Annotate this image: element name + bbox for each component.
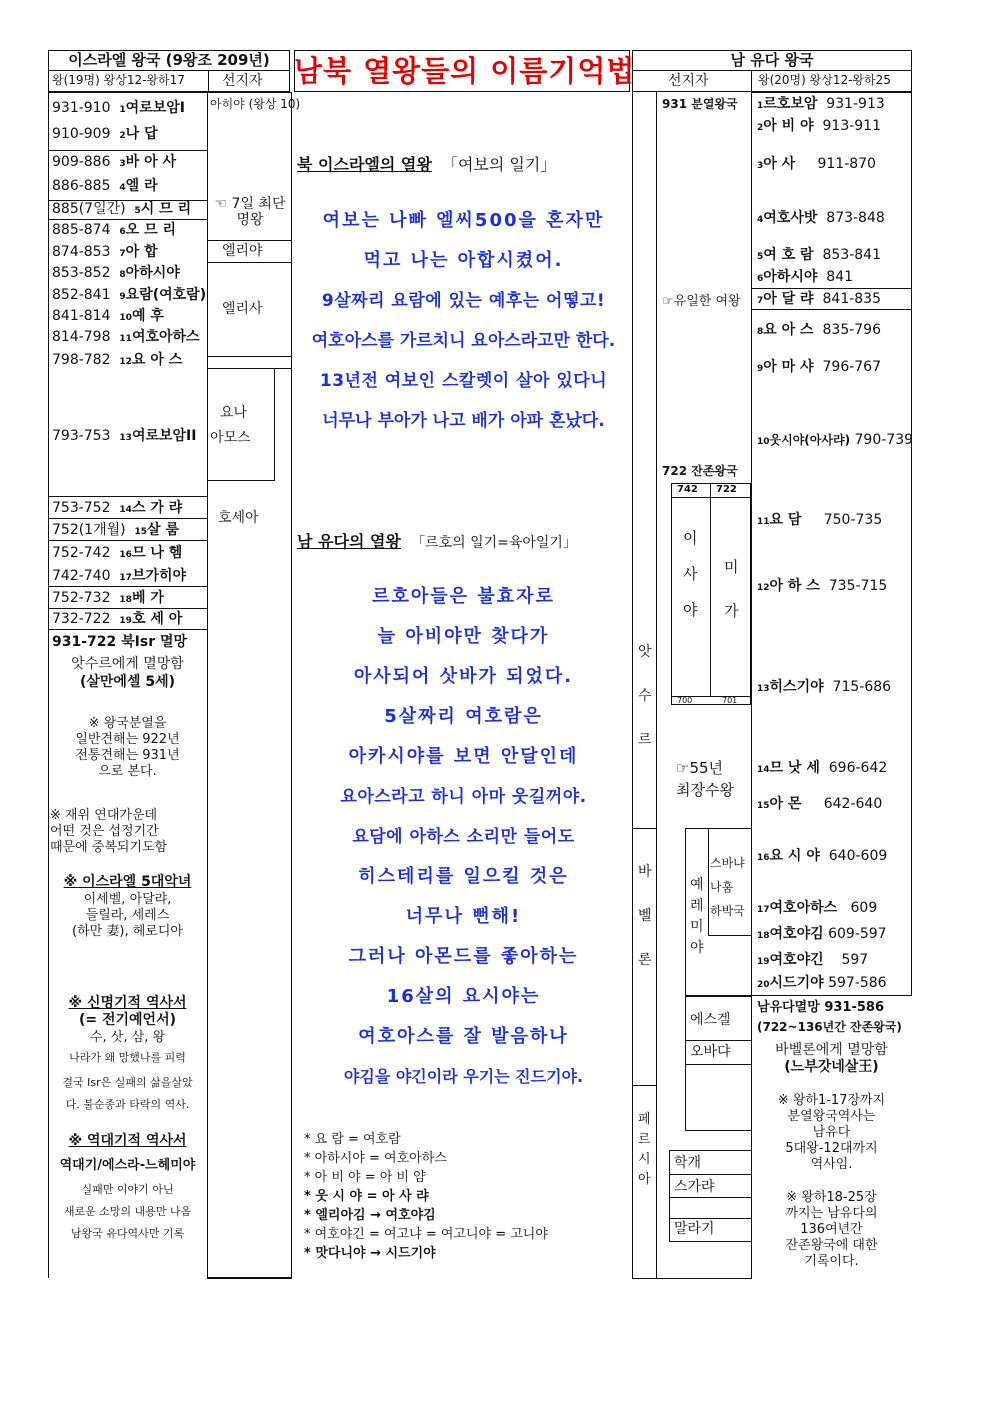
empire-divider [632,1085,657,1086]
exile-left-line [685,996,686,1130]
north-king-row [52,201,191,219]
zechariah-malachi-gap [669,1218,752,1219]
king-years: 798-782 [52,352,111,368]
king-name: 요람(여호람) [125,287,207,303]
north-king-row [52,500,182,518]
south-king-row [757,210,885,228]
evil-women-1: 이세벨, 아달랴, [83,892,172,907]
king-name: 나 답 [125,126,158,142]
south-king-row [757,269,853,287]
north-king-row [52,287,206,305]
north-heading: 북 이스라엘의 열왕 [297,155,432,174]
prophet-elisha: 엘리사 [222,301,263,317]
north-row-divider [48,586,208,587]
shortest-reign-note: ☜ 7일 최단명왕 [214,196,286,228]
south-king-row [757,679,891,697]
king-years: 753-752 [52,500,111,516]
king-name: 여호아하스 [131,329,200,345]
king-years: 732-722 [52,611,111,627]
king-years: 853-852 [52,265,111,281]
south-note-2: ※ 왕하18-25장 [786,1190,877,1205]
former-prophets-2: 결국 Isr은 실패의 삶을살았 [62,1076,193,1089]
king-years: 609 [850,900,878,916]
king-name: 여호야긴 [769,952,824,968]
king-number: 4 [757,215,764,225]
king-name: 므 낫 세 [769,760,820,776]
king-years: 796-767 [822,359,881,375]
king-name: 브가히야 [131,568,187,584]
south-fall-sub: (722~136년간 잔존왕국) [757,1020,902,1034]
former-prophets-sub: (= 전기예언서) [78,1012,177,1028]
king-years: 931-910 [52,100,111,116]
king-number: 3 [757,161,764,171]
former-prophets-3: 다. 불순종과 타락의 역사. [65,1098,190,1111]
king-number: 6 [757,274,764,284]
king-years: 793-753 [52,428,111,444]
exile-divider [685,996,752,997]
king-name: 호 세 아 [131,611,183,627]
king-number: 19 [119,616,132,626]
north-king-row [52,590,164,608]
south-king-row [757,975,887,993]
south-king-row [757,96,885,114]
equivalence-line: * 요 람 = 여호람 [304,1132,401,1147]
right-header-split [751,70,752,92]
king-name: 므 나 헴 [131,545,183,561]
king-number: 9 [757,364,764,374]
king-number: 17 [757,905,770,915]
evil-women-2: 들릴라, 세레스 [85,908,170,923]
longest-reign-1: ☞55년 [676,759,724,777]
ezekiel-obadiah-divider [685,1040,752,1041]
right-kings-subheader: 왕(20명) 왕상12-왕하25 [758,73,891,87]
king-years: 735-715 [828,578,888,594]
king-number: 19 [757,957,770,967]
south-king-row [757,796,882,814]
north-fall-title: 931-722 북Isr 멸망 [52,634,188,650]
king-number: 5 [757,252,764,262]
south-note-1: 역사임. [810,1157,853,1172]
king-name: 스 가 랴 [131,500,183,516]
north-poem-line: 먹고 나는 아합시켰어. [363,250,564,271]
king-name: 여로보암I [125,100,185,116]
king-years: 814-798 [52,329,111,345]
king-name: 아하시야 [763,269,818,285]
king-number: 13 [757,684,770,694]
south-fall-title: 남유다멸망 931-586 [757,1000,884,1015]
king-number: 12 [119,357,132,367]
king-years: 885-874 [52,222,111,238]
split-note-3: 전통견해는 931년 [75,748,180,763]
zechariah-divider [669,1197,752,1198]
king-years: 742-740 [52,568,111,584]
south-note-2: 기록이다. [804,1254,859,1269]
south-row-divider [751,288,912,289]
prophet-nahum: 나훔 [710,880,734,894]
prophet-zephaniah: 스바냐 [710,856,745,870]
only-queen-note: ☞유일한 여왕 [662,294,741,309]
king-name: 아 비 야 [763,118,814,134]
north-king-row [52,522,179,540]
chronicles-1: 실패만 이야기 아닌 [81,1183,174,1196]
prophet-divider [207,240,292,241]
north-king-row [52,154,176,172]
north-poem-line: 여호아스를 가르치니 요아스라고만 한다. [311,331,616,351]
north-poem-line: 여보는 나빠 엘씨500을 혼자만 [322,210,605,231]
king-number: 17 [119,573,132,583]
king-name: 시 므 리 [140,201,192,217]
king-years: 853-841 [822,247,881,263]
north-heading-line [297,155,556,175]
chronicles-title: ※ 역대기적 역사서 [68,1133,187,1149]
king-years: 835-796 [822,322,881,338]
north-king-row [52,265,180,283]
king-number: 10 [757,437,770,447]
prophet-jonah: 요나 [220,405,248,421]
south-row-divider [751,309,912,310]
south-king-row [757,952,868,970]
king-years: 597-586 [828,975,887,991]
king-number: 2 [119,131,126,141]
split-note-2: 일반견해는 922년 [75,732,180,747]
south-king-row [757,322,881,340]
equivalence-line: * 엘리아김 → 여호야김 [304,1208,436,1223]
empire-babylon: 바 벨 론 [638,864,652,968]
south-poem-line: 르호아들은 불효자로 [372,586,555,607]
equivalence-line: * 아 비 야 = 아 비 얌 [304,1170,426,1185]
north-row-divider [48,219,208,220]
king-number: 3 [119,159,126,169]
former-prophets-books: 수, 삿, 삼, 왕 [89,1030,166,1045]
longest-reign-2: 최장수왕 [676,781,734,799]
south-poem-line: 너무나 뻔해! [405,906,522,927]
prophet-micah: 미 가 [724,558,739,620]
prophet-habakkuk: 하박국 [710,904,745,918]
prophet-jeremiah: 예 레 미 야 [690,877,704,956]
king-years: 597 [841,952,869,968]
split-kingdom-label: 931 분열왕국 [662,97,738,111]
king-years: 909-886 [52,154,111,170]
north-king-row [52,308,164,326]
evil-women-title: ※ 이스라엘 5대악녀 [63,874,192,890]
south-poem-line: 5살짜리 여호람은 [384,706,543,727]
king-name: 아하시야 [125,265,180,281]
king-name: 시드기야 [769,975,824,991]
king-number: 6 [119,227,126,237]
prophet-elijah: 엘리야 [222,243,263,259]
left-kingdom-title: 이스라엘 왕국 (9왕조 209년) [68,51,270,69]
north-row-divider [48,518,208,519]
north-king-row [52,100,185,118]
king-number: 15 [134,527,148,537]
chronicles-3: 남왕국 유다역사만 기록 [70,1227,185,1240]
north-king-row [52,222,176,240]
king-name: 여호야김 [769,926,824,942]
right-bottom-border [632,1278,752,1279]
prophet-amos: 아모스 [210,430,251,446]
king-number: 1 [119,105,126,115]
king-years: 752-742 [52,545,111,561]
left-kings-subheader: 왕(19명) 왕상12-왕하17 [52,73,185,87]
reign-note-2: 어떤 것은 섭정기간 [50,824,159,839]
reign-note-3: 때문에 중복되기도함 [50,840,168,855]
king-years: 841-835 [822,291,881,307]
remnant-kingdom-label: 722 잔존왕국 [662,464,738,478]
king-number: 11 [119,334,132,344]
north-king-row [52,428,196,446]
king-number: 20 [757,980,770,990]
south-king-row [757,900,877,918]
empire-divider [632,828,657,829]
king-years: 841-814 [52,308,111,324]
north-mnemonic-title: 「여보의 일기」 [441,155,557,174]
north-king-row [52,611,182,629]
king-years: 609-597 [828,926,887,942]
king-number: 5 [134,206,141,216]
reign-note-1: ※ 재위 연대가운데 [50,808,158,823]
south-poem-line: 요담에 아하스 소리만 들어도 [352,827,575,847]
king-name: 오 므 리 [125,222,176,238]
king-name: 요 시 야 [769,848,820,864]
king-number: 18 [119,595,132,605]
south-king-row [757,926,887,944]
left-header-split [208,70,209,92]
north-poem-line: 9살짜리 요람에 있는 예후는 어떻고! [321,291,606,311]
chronicles-books: 역대기/에스라-느헤미야 [59,1158,196,1173]
left-header-divider [48,70,290,71]
prophet-divider [207,1278,292,1279]
south-heading-line [297,532,577,553]
prophet-zechariah: 스가랴 [674,1179,715,1195]
king-number: 1 [757,101,764,111]
center-title-text: 남북 열왕들의 이름기억법 [294,54,636,88]
king-years: 910-909 [52,126,111,142]
split-note-1: ※ 왕국분열을 [88,716,167,731]
south-note-1: 5대왕-12대까지 [785,1141,878,1156]
south-poem-line: 요아스라고 하니 아마 웃길꺼야. [340,787,587,807]
king-years: 790-739 [854,432,914,448]
king-number: 14 [119,505,132,515]
king-name: 여호사밧 [763,210,818,226]
king-name: 아 몬 [769,796,802,812]
king-years: 642-640 [823,796,883,812]
isaiah-micah-top-divider [671,497,751,498]
south-poem-line: 아카시야를 보면 안달인데 [348,746,579,767]
king-name: 요 담 [769,512,802,528]
former-prophets-1: 나라가 왜 망했나를 피력 [69,1051,186,1064]
south-king-row [757,156,876,174]
king-name: 아 달 랴 [763,291,814,307]
assyria-column-divider [656,92,657,1278]
king-years: 841 [826,269,854,285]
king-years: 873-848 [826,210,885,226]
king-years: 885(7일간) [52,201,126,217]
north-king-row [52,126,158,144]
south-king-row [757,291,881,309]
obadiah-bottom-divider [685,1130,752,1131]
equivalence-line: * 맛다니야 → 시드기야 [304,1246,436,1261]
king-years: 640-609 [828,848,888,864]
king-name: 요 아 스 [131,352,183,368]
king-name: 살 룸 [147,522,179,538]
north-king-row [52,568,186,586]
south-note-1: 분열왕국역사는 [787,1109,876,1124]
north-prophets-box [207,92,292,1278]
king-years: 886-885 [52,178,111,194]
king-name: 웃시야(아사랴) [769,433,851,447]
king-number: 8 [119,270,126,280]
king-name: 히스기야 [769,679,824,695]
south-poem-line: 히스테리를 일으킬 것은 [358,866,569,887]
king-years: 911-870 [817,156,876,172]
king-name: 여호아하스 [769,900,838,916]
former-prophets-title: ※ 신명기적 역사서 [68,995,187,1011]
king-number: 18 [757,931,770,941]
prophet-malachi: 말라기 [674,1221,715,1237]
south-poem-line: 아사되어 삿바가 되었다. [353,666,574,687]
king-name: 여로보암II [131,428,197,444]
north-king-row [52,545,182,563]
prophet-ahijah: 아히야 (왕상 10) [210,97,301,111]
king-number: 11 [757,517,770,527]
south-poem-line: 16살의 요시야는 [386,986,541,1007]
king-name: 베 가 [131,590,164,606]
isaiah-start-year: 742 [677,484,698,495]
south-king-row [757,118,881,136]
king-number: 12 [757,583,770,593]
obadiah-divider [685,1064,752,1065]
king-name: 아 사 [763,156,796,172]
prophet-haggai: 학개 [674,1155,702,1171]
isaiah-end-year: 700 [677,696,693,705]
equivalence-line: * 아하시야 = 여호아하스 [304,1151,447,1166]
north-king-row [52,329,200,347]
evil-women-3: (하만 妻), 헤로디아 [72,924,183,939]
king-years: 752(1개월) [52,522,126,538]
king-name: 아 마 샤 [763,359,814,375]
south-poem-line: 그러나 아몬드를 좋아하는 [348,946,579,967]
prophet-isaiah: 이 사 야 [683,529,698,619]
south-heading: 남 유다의 열왕 [297,532,401,551]
king-years: 931-913 [826,96,885,112]
king-years: 750-735 [823,512,883,528]
north-king-row [52,352,182,370]
north-poem-line: 너무나 부아가 나고 배가 아파 혼났다. [322,411,605,431]
equivalence-line: * 여호야긴 = 여고냐 = 여고니야 = 고니야 [304,1227,548,1242]
south-note-1: 남유다 [812,1125,851,1140]
micah-end-year: 701 [722,696,738,705]
king-number: 7 [757,296,764,306]
right-header-divider [632,70,912,71]
south-king-row [757,359,881,377]
north-row-divider [48,150,208,151]
king-years: 874-853 [52,244,111,260]
left-prophets-subheader: 선지자 [222,73,263,89]
prophet-ezekiel: 에스겔 [690,1012,731,1028]
king-number: 13 [119,433,132,443]
micah-start-year: 722 [716,484,737,495]
north-row-divider [48,496,208,497]
prophet-divider [207,262,292,263]
prophet-obadiah: 오바댜 [690,1044,731,1060]
king-number: 15 [757,801,770,811]
king-years: 715-686 [832,679,892,695]
north-row-divider [48,608,208,609]
south-note-1: ※ 왕하1-17장까지 [777,1093,886,1108]
king-years: 852-841 [52,287,111,303]
king-name: 바 아 사 [125,154,176,170]
king-number: 16 [119,550,132,560]
isaiah-micah-divider [710,483,711,696]
north-fall-line2: (살만에셀 5세) [79,674,176,690]
south-poem-line: 여호아스를 잘 발음하나 [358,1026,569,1047]
right-prophets-subheader: 선지자 [668,73,709,89]
king-number: 4 [119,183,126,193]
king-name: 아 합 [125,244,158,260]
king-number: 16 [757,853,770,863]
south-fall-line2: (느부갓네살王) [784,1059,879,1075]
king-years: 752-732 [52,590,111,606]
prophet-divider [207,356,292,357]
king-years: 696-642 [828,760,888,776]
haggai-divider [669,1174,752,1175]
north-king-row [52,244,158,262]
south-note-2: 136여년간 [800,1222,863,1237]
chronicles-2: 새로운 소망의 내용만 나옴 [63,1205,192,1218]
empire-persia: 페 르 시 아 [638,1112,651,1187]
center-title [294,54,636,88]
equivalence-line: * 웃 시 야 = 아 사 랴 [304,1189,429,1204]
king-name: 아 하 스 [769,578,820,594]
south-king-row [757,512,882,530]
south-king-row [757,578,887,596]
king-name: 예 후 [131,308,164,324]
south-poem-line: 야김을 야긴이라 우기는 진드기야. [343,1067,584,1086]
king-number: 2 [757,123,764,133]
king-years: 913-911 [822,118,881,134]
north-poem-line: 13년전 여보인 스칼렛이 살아 있다니 [319,371,608,391]
south-fall-line1: 바벨론에게 멸망함 [775,1042,888,1058]
king-number: 14 [757,765,770,775]
right-left-border [632,92,633,1278]
south-poem-line: 늘 아비야만 찾다가 [377,626,550,647]
south-king-row [757,432,913,450]
empire-assyria: 앗 수 르 [638,644,652,748]
king-number: 9 [119,292,126,302]
jonah-amos-box [207,368,275,481]
south-king-row [757,848,887,866]
split-note-4: 으로 본다. [98,764,157,779]
right-kingdom-title: 남 유다 왕국 [730,51,814,69]
king-name: 르호보암 [763,96,818,112]
south-note-2: 잔존왕국에 대한 [785,1238,878,1253]
king-number: 10 [119,313,132,323]
north-fall-line1: 앗수르에게 멸망함 [71,656,184,672]
north-king-row [52,178,158,196]
king-name: 여 호 람 [763,247,814,263]
prophet-hosea: 호세아 [218,510,259,526]
king-name: 요 아 스 [763,322,814,338]
south-note-2: 까지는 남유다의 [785,1206,878,1221]
south-king-row [757,760,887,778]
north-row-divider [48,540,208,541]
south-king-row [757,247,881,265]
king-number: 8 [757,327,764,337]
south-mnemonic-title: 「르호의 일기=육아일기」 [411,535,577,551]
king-name: 엘 라 [125,178,158,194]
king-number: 7 [119,249,126,259]
